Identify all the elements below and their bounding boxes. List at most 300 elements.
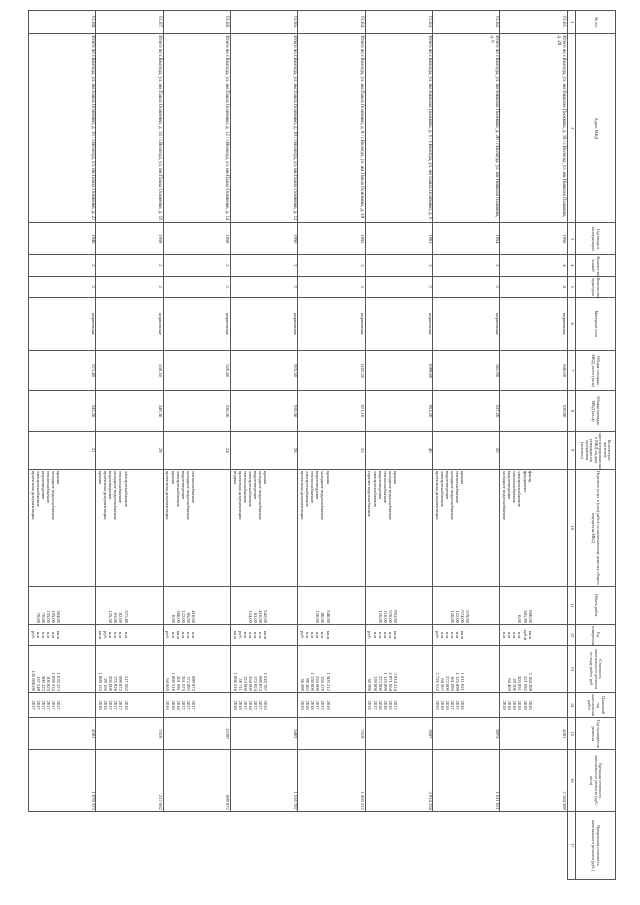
row-costs: [29, 646, 96, 693]
row-unit-cost: 5402: [231, 718, 298, 750]
cell-line: 880,00: [527, 610, 533, 623]
colnum: 13: [567, 646, 575, 693]
row-floors: 2: [433, 255, 500, 276]
cell-line: 2018: [170, 700, 176, 710]
cell-line: п.м: [377, 631, 383, 639]
row-years: [29, 692, 96, 717]
cell-line: руб.: [165, 631, 171, 640]
row-number: 61.81.: [500, 11, 567, 34]
cell-line: 64 665: [165, 678, 171, 691]
row-living-area: 537,20: [433, 391, 500, 431]
row-area: 571,40: [29, 350, 96, 390]
cell-line: водоотведение: [507, 470, 513, 500]
row-limit-cost: 2 184 289: [500, 750, 567, 812]
cell-line: крыша: [98, 470, 104, 485]
cell-line: 175 928: [113, 675, 119, 691]
row-years: [365, 692, 432, 717]
cell-line: 2017: [113, 700, 119, 710]
cell-line: 2018: [305, 700, 311, 710]
row-number: 61.83.: [365, 11, 432, 34]
cell-line: 579,00: [465, 610, 471, 623]
row-living-area: 539,80: [500, 391, 567, 431]
row-number: 61.85.: [231, 11, 298, 34]
cell-line: водоотведение: [253, 470, 259, 500]
cell-line: куб.м: [522, 629, 528, 641]
colnum: 16: [567, 750, 575, 812]
cell-line: проектная документация: [103, 470, 109, 520]
row-number: 61.82.: [433, 11, 500, 34]
cell-line: [97, 588, 102, 623]
cell-line: 2017: [258, 700, 264, 710]
cell-line: п.м: [185, 631, 191, 639]
row-unit-cost: 4381: [29, 718, 96, 750]
cell-line: электроснабжение: [35, 470, 41, 507]
cell-line: 172 924: [253, 675, 259, 691]
cell-line: теплоснабжение: [455, 470, 461, 503]
cell-line: [434, 588, 439, 623]
row-living-area: 671,10: [298, 391, 365, 431]
row-unit-cost: 7519: [298, 718, 365, 750]
row-year: 1959: [96, 223, 163, 255]
repair-program-table: [28, 10, 616, 880]
cell-line: кв.м: [325, 630, 331, 640]
row-costs: [231, 646, 298, 693]
cell-line: 2017: [118, 700, 124, 710]
colnum: 15: [567, 718, 575, 750]
cell-line: 2018: [232, 700, 238, 710]
cell-line: холодное водоснабжение: [185, 470, 191, 520]
row-residents: 21: [29, 431, 96, 469]
cell-line: 120,00: [315, 610, 321, 623]
row-limit-cost: 1 070 373: [29, 750, 96, 812]
cell-line: руб.: [367, 631, 373, 640]
cell-line: 2016: [325, 700, 331, 710]
cell-line: п.м: [190, 631, 196, 639]
cell-line: 2017: [45, 700, 51, 710]
cell-line: 264 000: [248, 675, 254, 691]
row-year: 1948: [29, 223, 96, 255]
cell-line: холодное водоснабжение: [51, 470, 57, 520]
row-works: [365, 469, 432, 586]
header-repair-year: Год проведения ремонта: [576, 718, 616, 750]
cell-line: проектная документация: [300, 470, 306, 520]
cell-line: 122,00: [180, 610, 186, 623]
cell-line: руб.: [300, 631, 306, 640]
cell-line: крыша: [263, 470, 269, 485]
row-number: 61.84.: [298, 11, 365, 34]
colnum: 11: [567, 586, 575, 624]
cell-line: 2016: [103, 700, 109, 710]
cell-line: 360,00: [175, 610, 181, 623]
cell-line: 1 510 787: [263, 672, 269, 691]
colnum: 10: [567, 469, 575, 586]
cell-line: 2017: [450, 700, 456, 710]
cell-line: 0,00: [170, 614, 176, 623]
cell-line: 29 700: [512, 678, 518, 691]
cell-line: 203 951: [517, 675, 523, 691]
cell-line: электроснабжение: [517, 470, 523, 507]
row-address: Итого по г.Вологда, ул. им Николая Пыжкова, д. 18 / г.Вологда, ул. им Николая Пыжкова, д. 20: [500, 34, 567, 223]
row-unit-cost: 4381: [500, 718, 567, 750]
cell-line: 2016: [434, 700, 440, 710]
cell-line: п.м: [372, 631, 378, 639]
cell-line: проектная документация: [237, 470, 243, 520]
cell-line: 105,00: [51, 610, 57, 623]
cell-line: 2 726 532: [434, 672, 440, 691]
table-row: [298, 11, 365, 880]
cell-line: п.м: [253, 631, 259, 639]
row-floors: 2: [29, 255, 96, 276]
cell-line: п.м: [315, 631, 321, 639]
row-floors: 2: [163, 255, 230, 276]
cell-line: холодное водоснабжение: [502, 470, 508, 520]
cell-line: 2018: [517, 700, 523, 710]
cell-line: 2018: [527, 700, 533, 710]
cell-line: 500 322: [40, 675, 46, 691]
cell-line: 2016: [263, 700, 269, 710]
cell-line: теплоснабжение: [310, 470, 316, 503]
cell-line: фасад: [527, 470, 533, 483]
cell-line: 201 691: [175, 675, 181, 691]
row-units: [231, 624, 298, 645]
row-years: [500, 692, 567, 717]
cell-line: 0,00: [517, 614, 523, 623]
cell-line: крыша: [392, 470, 398, 485]
cell-line: кв.м: [175, 630, 181, 640]
row-year: 1950: [231, 223, 298, 255]
cell-line: теплоснабжение: [118, 470, 124, 503]
row-units: [96, 624, 163, 645]
cell-line: 2017: [190, 700, 196, 710]
row-units: [163, 624, 230, 645]
cell-line: 542,00: [263, 610, 269, 623]
cell-line: 2017: [30, 700, 36, 710]
cell-line: 78,00: [40, 612, 46, 623]
cell-line: кв.м: [56, 630, 62, 640]
cell-line: 124,00: [248, 610, 254, 623]
row-works: [163, 469, 230, 586]
row-entrances: 2: [231, 276, 298, 297]
cell-line: теплоснабжение: [45, 470, 51, 503]
table-row: [96, 11, 163, 880]
cell-line: п.м: [248, 631, 254, 639]
cell-line: 2017: [56, 700, 62, 710]
row-area: 1102,20: [298, 350, 365, 390]
cell-line: п.м: [387, 631, 393, 639]
row-material: кирпичные: [231, 297, 298, 350]
cell-line: 384,00: [56, 610, 62, 623]
row-address: Итого по г.Вологда, ул. им Павла Осипенко, д. 14 / г.Вологда, ул. им Павла Осипенко, д. 16: [96, 34, 163, 223]
cell-line: водоотведение: [40, 470, 46, 500]
cell-line: 699 872: [258, 675, 264, 691]
row-volumes: [433, 586, 500, 624]
cell-line: [30, 588, 35, 623]
row-residents: 29: [96, 431, 163, 469]
cell-line: [232, 588, 237, 623]
row-material: кирпичные: [433, 297, 500, 350]
cell-line: п.м: [445, 631, 450, 639]
cell-line: кв.м: [98, 630, 104, 640]
cell-line: п.м: [439, 631, 445, 639]
cell-line: 2018: [439, 700, 445, 710]
row-floors: 2: [231, 255, 298, 276]
cell-line: руб.: [103, 631, 109, 640]
cell-line: холодное водоснабжение: [387, 470, 393, 520]
cell-line: п.м: [507, 631, 513, 639]
cell-line: крыша: [325, 470, 331, 485]
cell-line: 221 692: [522, 675, 528, 691]
cell-line: крыша: [56, 470, 62, 485]
header-material: Материал стен: [576, 297, 616, 350]
row-units: [365, 624, 432, 645]
cell-line: п.м: [118, 631, 124, 639]
cell-line: крыша: [170, 470, 176, 485]
cell-line: [366, 588, 371, 623]
cell-line: электроснабжение: [439, 470, 445, 507]
cell-line: п.м: [123, 631, 129, 639]
colnum: 9: [567, 431, 575, 469]
cell-line: 410,00: [190, 610, 196, 623]
table-row: [500, 11, 567, 880]
row-address: Итого по г.Вологда, ул. им Николая Пыжкова, д. 6 / г.Вологда, ул. им Павла Осипенко, д. 6: [365, 34, 432, 223]
colnum: 1: [567, 11, 575, 34]
cell-line: 1 869 125: [98, 672, 104, 691]
row-years: [96, 692, 163, 717]
cell-line: 139 008: [372, 675, 378, 691]
row-living-area: 953,20: [365, 391, 432, 431]
cell-line: 2016: [300, 700, 306, 710]
colnum: 2: [567, 34, 575, 223]
cell-line: 2016: [237, 700, 243, 710]
cell-line: 83,00: [253, 612, 259, 623]
row-area: 520,40: [163, 350, 230, 390]
cell-line: 155 379: [320, 675, 326, 691]
cell-line: 122,00: [455, 610, 461, 623]
cell-line: 2018: [522, 700, 528, 710]
row-works: [500, 469, 567, 586]
cell-line: 85,00: [185, 612, 191, 623]
cell-line: 2018: [175, 700, 181, 710]
row-units: [500, 624, 567, 645]
row-years: [231, 692, 298, 717]
row-address: Итого по г.Вологда, ул. им Павла Осипенко, д. 12 / г.Вологда, ул. им Павла Осипенко, д. 14: [163, 34, 230, 223]
row-costs: [500, 646, 567, 693]
cell-line: 2017: [392, 700, 398, 710]
cell-line: 106 825: [45, 675, 51, 691]
cell-line: 1 130 000: [310, 672, 316, 691]
cell-line: руб.: [434, 631, 440, 640]
cell-line: 371,40: [123, 610, 129, 623]
cell-line: п.м: [45, 631, 51, 639]
cell-line: 2017: [40, 700, 46, 710]
colnum: 3: [567, 223, 575, 255]
row-entrances: 2: [29, 276, 96, 297]
cell-line: 266 000: [108, 675, 114, 691]
cell-line: 2018: [123, 700, 129, 710]
row-unit-cost: 3687: [365, 718, 432, 750]
cell-line: 2018: [445, 700, 450, 710]
cell-line: п.м: [180, 631, 186, 639]
row-volumes: [96, 586, 163, 624]
cell-line: 173 892: [185, 675, 191, 691]
cell-line: п.м: [35, 631, 41, 639]
table-row: [231, 11, 298, 880]
header-area: Общая площадь МКД, всего (кв.м): [576, 350, 616, 390]
row-address: Итого по г.Вологда, ул. им Николая Пыжкова, д. 20 / г.Вологда, ул. им Николая Пыжкова, д. 6: [433, 34, 500, 223]
row-area: 925,30: [231, 350, 298, 390]
header-residents: Количество жителей, зарегистрированных в МКД на дату утверждения программы (человек): [576, 431, 616, 469]
cell-line: п.м: [320, 631, 326, 639]
cell-line: 2018: [310, 700, 316, 710]
cell-line: водоотведение: [377, 470, 383, 500]
cell-line: 56 711: [237, 678, 243, 691]
cell-line: 2018: [502, 700, 508, 710]
cell-line: 699 872: [118, 675, 124, 691]
cell-line: 3 914 224: [392, 672, 398, 691]
cell-line: теплоснабжение: [512, 470, 518, 503]
cell-line: электроснабжение: [175, 470, 181, 507]
cell-line: п.м: [455, 631, 461, 639]
cell-line: 38 590: [300, 678, 306, 691]
header-works: Перечень услуг и (или) работ по капитальному ремонту общего имущества МКД: [576, 469, 616, 586]
cell-line: 2018: [507, 700, 513, 710]
cell-line: 83,00: [113, 612, 119, 623]
cell-line: п.м: [517, 631, 523, 639]
cell-line: холодное водоснабжение: [258, 470, 264, 520]
cell-line: [371, 588, 376, 623]
header-address: Адрес МКД: [576, 34, 616, 223]
row-entrances: 2: [96, 276, 163, 297]
header-no: № п/п: [576, 11, 616, 34]
row-floors: 4: [500, 255, 567, 276]
header-cost: Стоимость капитального ремонта по виду работ, руб.: [576, 646, 616, 693]
cell-line: 261 575: [180, 675, 186, 691]
row-costs: [365, 646, 432, 693]
cell-line: холодное водоснабжение: [113, 470, 119, 520]
row-address: Итого по г.Вологда, ул. им Павла Осипенко, д. 8 / г.Вологда, ул. им Павла Осипенко, д. 10: [298, 34, 365, 223]
row-address: Итого по г.Вологда, ул. им Павла Осипенко, д. 10 / г.Вологда, ул. им Павла Осипенко, д. 12: [231, 34, 298, 223]
row-years: [298, 692, 365, 717]
row-unit-cost: 5975: [433, 718, 500, 750]
cell-line: кв.м: [263, 630, 269, 640]
row-entrances: 2: [433, 276, 500, 297]
row-residents: 28: [231, 431, 298, 469]
cell-line: 272 000: [445, 675, 450, 691]
row-costs: [298, 646, 365, 693]
row-volumes: [231, 586, 298, 624]
cell-line: 2017: [180, 700, 186, 710]
row-residents: 20: [433, 431, 500, 469]
header-unit-cost: Удельная стоимость капитального ремонта (руб./кв.м): [576, 750, 616, 812]
row-unit-cost: 15397: [163, 718, 230, 750]
cell-line: электроснабжение: [305, 470, 311, 507]
header-entrances: Количество подъездов: [576, 276, 616, 297]
cell-line: п.м: [113, 631, 119, 639]
cell-line: п.м: [51, 631, 57, 639]
cell-line: проектная документация: [434, 470, 440, 520]
row-entrances: 4: [500, 276, 567, 297]
cell-line: электроснабжение: [372, 470, 378, 507]
cell-line: 78,00: [35, 612, 41, 623]
row-material: кирпичные: [163, 297, 230, 350]
cell-line: 2017: [35, 700, 41, 710]
row-limit-cost: 699 872: [163, 750, 230, 812]
cell-line: теплоснабжение: [242, 470, 248, 503]
cell-line: 699 872: [190, 675, 196, 691]
cell-line: 1 505 212: [325, 672, 331, 691]
cell-line: 1 611 021: [460, 672, 466, 691]
colnum: 17: [567, 811, 575, 879]
row-material: кирпичные: [298, 297, 365, 350]
row-material: кирпичные: [365, 297, 432, 350]
cell-line: электроснабжение: [123, 470, 129, 507]
cell-line: 2016: [165, 700, 171, 710]
table-row: [433, 11, 500, 880]
cell-line: 125,50: [108, 610, 114, 623]
cell-line: 157 249: [35, 675, 41, 691]
row-years: [163, 692, 230, 717]
cell-line: 674,00: [460, 610, 466, 623]
row-residents: 40: [365, 431, 432, 469]
cell-line: теплоснабжение: [190, 470, 196, 503]
cell-line: 136 800,00: [30, 670, 36, 691]
cell-line: 581,90: [522, 610, 528, 623]
row-area: 1099,80: [365, 350, 432, 390]
cell-line: 540,00: [325, 610, 331, 623]
row-entrances: 2: [163, 276, 230, 297]
cell-line: 2018: [512, 700, 518, 710]
cell-line: 2016: [387, 700, 393, 710]
cell-line: п.м: [40, 631, 46, 639]
row-residents: [500, 431, 567, 469]
cell-line: 2017: [51, 700, 57, 710]
cell-line: 2017: [242, 700, 248, 710]
cell-line: крыша: [460, 470, 466, 485]
row-year: 1963: [365, 223, 432, 255]
row-entrances: 3: [298, 276, 365, 297]
cell-line: 2018: [248, 700, 254, 710]
header-unit: Ед. измерения: [576, 624, 616, 645]
row-year: 1954: [433, 223, 500, 255]
cell-line: фундамент: [522, 470, 528, 493]
cell-line: 2016: [460, 700, 466, 710]
row-year: 1959: [163, 223, 230, 255]
cell-line: 570,00: [387, 610, 393, 623]
row-material: кирпичные: [96, 297, 163, 350]
row-floors: 3: [298, 255, 365, 276]
row-living-area: 343,20: [29, 391, 96, 431]
row-living-area: 518,50: [231, 391, 298, 431]
cell-line: [237, 588, 242, 623]
row-material: кирпичные: [500, 297, 567, 350]
cell-line: п.м: [450, 631, 456, 639]
row-limit-cost: 217 662: [96, 750, 163, 812]
table-row: [163, 11, 230, 880]
colnum: 12: [567, 624, 575, 645]
cell-line: 1 125 899: [382, 672, 388, 691]
cell-line: 2017: [315, 700, 321, 710]
colnum: 7: [567, 350, 575, 390]
cell-line: [439, 588, 444, 623]
cell-line: 2017: [320, 700, 326, 710]
cell-line: [501, 588, 506, 623]
cell-line: [304, 588, 309, 623]
row-number: 61.88.: [29, 11, 96, 34]
cell-line: [506, 588, 511, 623]
row-limit-cost: 1 505 212: [298, 750, 365, 812]
cell-line: 110,00: [382, 610, 388, 623]
row-units: [433, 624, 500, 645]
